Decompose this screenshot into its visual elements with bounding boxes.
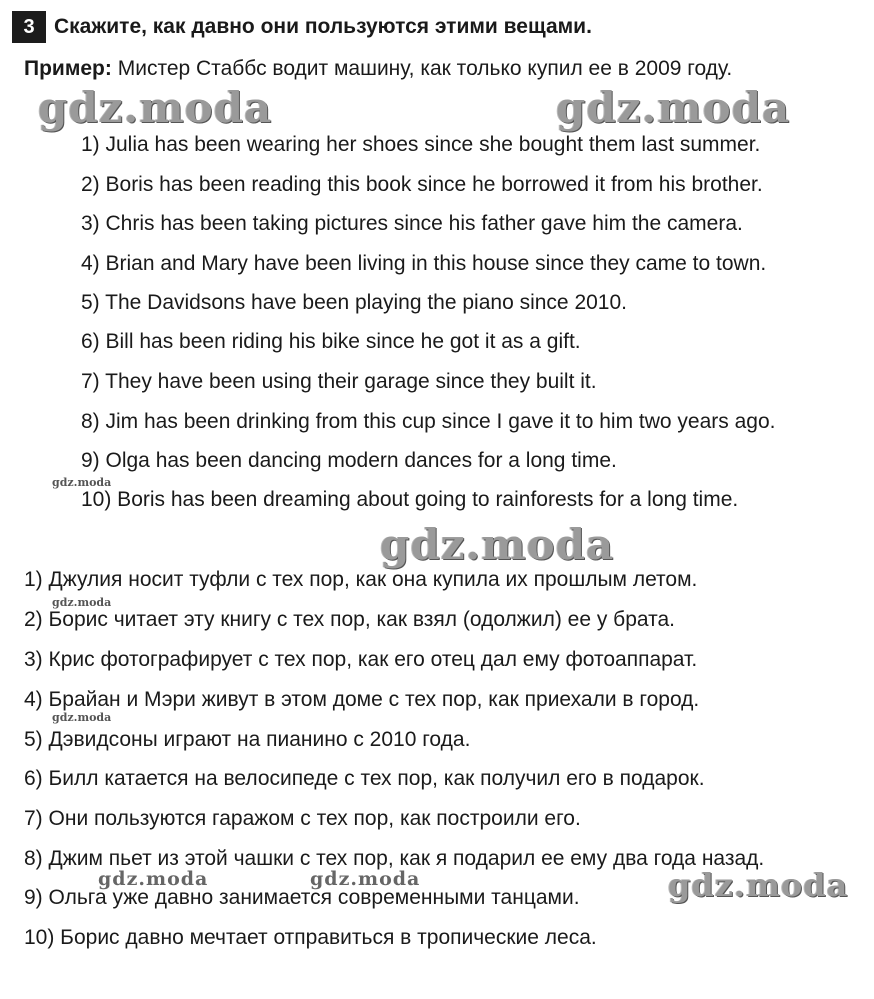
russian-translation: 1) Джулия носит туфли с тех пор, как она купила их прошлым летом. [24,568,698,591]
task-number-badge: 3 [12,11,46,43]
watermark: gdz.moda [310,868,421,890]
english-answer: 9) Olga has been dancing modern dances for a long time. [81,449,617,472]
english-answer: 1) Julia has been wearing her shoes since she bought them last summer. [81,133,761,156]
watermark: gdz.moda [98,868,209,890]
english-answer: 7) They have been using their garage since they built it. [81,370,597,393]
watermark: gdz.moda [52,596,112,609]
watermark: gdz.moda [556,83,791,132]
watermark: gdz.moda [52,711,112,724]
watermark: gdz.moda [38,83,273,132]
russian-translation: 3) Крис фотографирует с тех пор, как его отец дал ему фотоаппарат. [24,648,698,671]
english-answer: 5) The Davidsons have been playing the piano since 2010. [81,291,627,314]
russian-translation: 7) Они пользуются гаражом с тех пор, как построили его. [24,807,581,830]
english-answer: 8) Jim has been drinking from this cup since I gave it to him two years ago. [81,410,776,433]
russian-translation: 8) Джим пьет из этой чашки с тех пор, как я подарил ее ему два года назад. [24,847,765,870]
english-answer: 6) Bill has been riding his bike since he got it as a gift. [81,330,581,353]
example-label: Пример: [24,57,112,80]
example-text: Мистер Стаббс водит машину, как только купил ее в 2009 году. [117,57,733,80]
english-answer: 3) Chris has been taking pictures since his father gave him the camera. [81,212,743,235]
example-line [24,55,732,83]
english-answer: 2) Boris has been reading this book since he borrowed it from his brother. [81,173,763,196]
english-answer: 10) Boris has been dreaming about going to rainforests for a long time. [81,488,739,511]
russian-translation: 4) Брайан и Мэри живут в этом доме с тех пор, как приехали в город. [24,688,700,711]
russian-translation: 5) Дэвидсоны играют на пианино с 2010 года. [24,728,471,751]
task-title: Скажите, как давно они пользуются этими вещами. [54,15,592,38]
watermark: gdz.moda [668,866,849,904]
watermark: gdz.moda [52,476,112,489]
russian-translation: 2) Борис читает эту книгу с тех пор, как взял (одолжил) ее у брата. [24,608,675,631]
russian-translation: 6) Билл катается на велосипеде с тех пор, как получил его в подарок. [24,767,705,790]
english-answer: 4) Brian and Mary have been living in this house since they came to town. [81,252,767,275]
russian-translation: 9) Ольга уже давно занимается современными танцами. [24,886,580,909]
russian-translation: 10) Борис давно мечтает отправиться в тропические леса. [24,926,597,949]
watermark: gdz.moda [380,520,615,569]
